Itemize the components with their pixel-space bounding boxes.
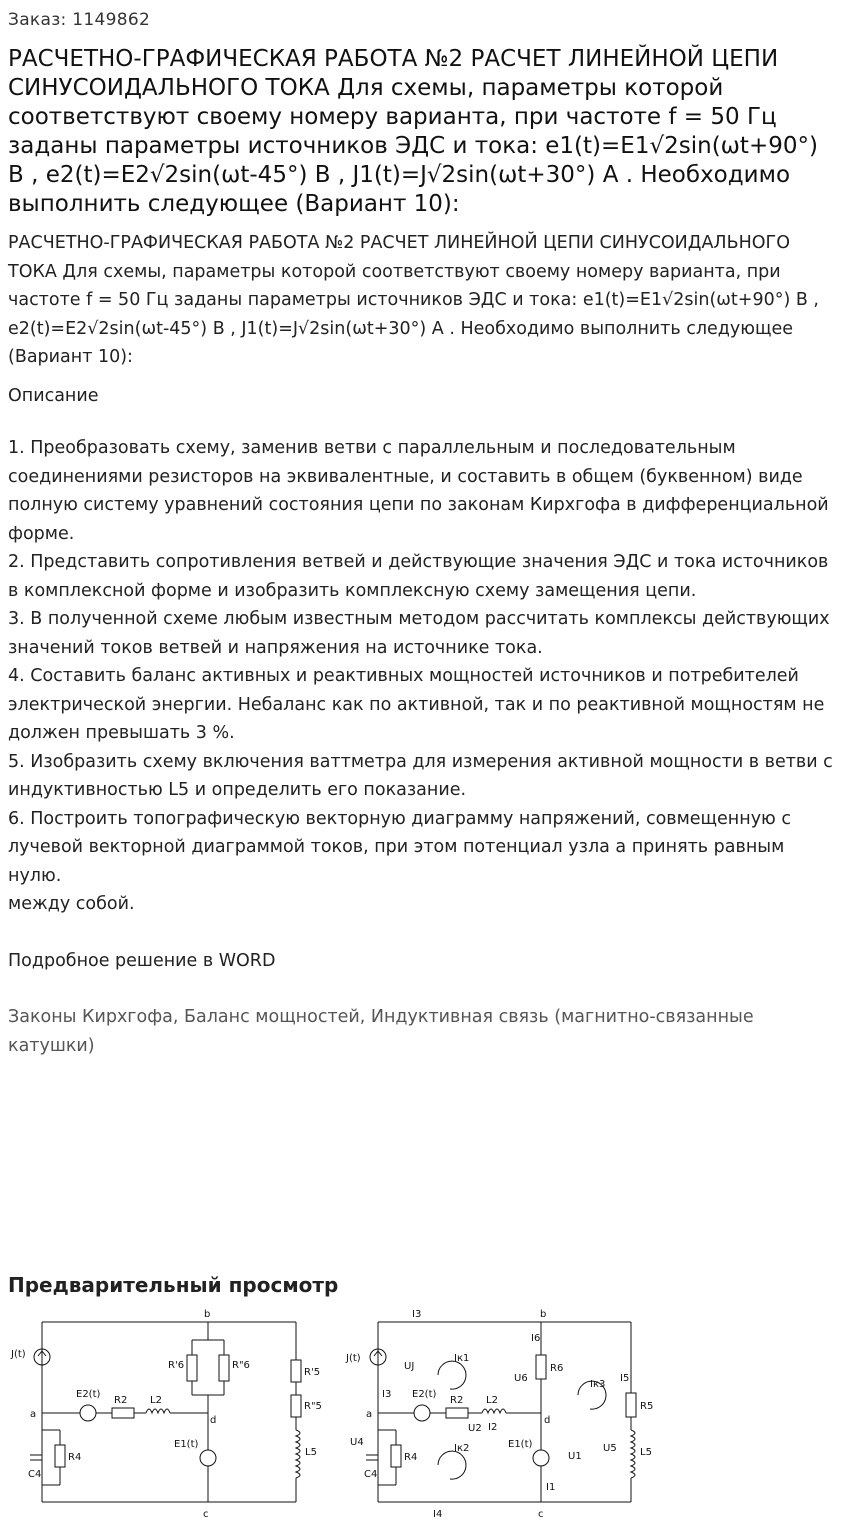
svg-text:L2: L2 — [486, 1395, 498, 1406]
order-number: Заказ: 1149862 — [8, 10, 151, 30]
preview-heading: Предварительный просмотр — [8, 1273, 339, 1297]
svg-text:U1: U1 — [568, 1451, 582, 1462]
preview-images — [8, 1305, 668, 1520]
circuit-1-labels — [10, 1309, 322, 1520]
svg-text:C4: C4 — [364, 1469, 378, 1480]
svg-text:b: b — [540, 1309, 547, 1320]
page-title: РАСЧЕТНО-ГРАФИЧЕСКАЯ РАБОТА №2 РАСЧЕТ ЛИНЕЙНОЙ ЦЕПИ СИНУСОИДАЛЬНОГО ТОКА Для схемы, параметры которой соответствуют своему номеру варианта, при частоте f = 50 Гц заданы параметры источников ЭДС и тока: e1(t)=E1√2sin(ωt+90°) В , e2(t)=E2√2sin(ωt-45°) В , J1(t)=J√2sin(ωt+30°) А . Необходимо выполнить следующее (Вариант 10): — [8, 46, 818, 217]
svg-text:E1(t): E1(t) — [508, 1439, 533, 1450]
task-item: 2. Представить сопротивления ветвей и действующие значения ЭДС и тока источников в комплексной форме и изобразить комплексную схему замещения цепи. — [8, 552, 829, 601]
svg-text:R"5: R"5 — [304, 1401, 322, 1412]
svg-text:J(t): J(t) — [11, 1349, 26, 1360]
svg-text:I1: I1 — [546, 1482, 556, 1493]
svg-text:I4: I4 — [433, 1509, 443, 1520]
svg-text:E2(t): E2(t) — [412, 1389, 437, 1400]
solution-format: Подробное решение в WORD — [8, 950, 276, 971]
svg-text:R'5: R'5 — [304, 1367, 321, 1378]
svg-text:d: d — [544, 1415, 551, 1426]
svg-text:R4: R4 — [404, 1452, 418, 1463]
circuit-2-labels — [345, 1309, 653, 1520]
description-heading: Описание — [8, 385, 99, 406]
svg-text:J(t): J(t) — [346, 1353, 361, 1364]
svg-text:I5: I5 — [620, 1373, 630, 1384]
svg-text:L2: L2 — [150, 1395, 162, 1406]
svg-text:I3: I3 — [412, 1309, 422, 1320]
task-item: 3. В полученной схеме любым известным методом рассчитать комплексы действующих значений токов ветвей и напряжения на источнике тока. — [8, 609, 830, 658]
summary-paragraph: РАСЧЕТНО-ГРАФИЧЕСКАЯ РАБОТА №2 РАСЧЕТ ЛИНЕЙНОЙ ЦЕПИ СИНУСОИДАЛЬНОГО ТОКА Для схемы, параметры которой соответствуют своему номеру варианта, при частоте f = 50 Гц заданы параметры источников ЭДС и тока: e1(t)=E1√2sin(ωt+90°) В , e2(t)=E2√2sin(ωt-45°) В , J1(t)=J√2sin(ωt+30°) А . Необходимо выполнить следующее (Вариант 10): — [8, 233, 819, 367]
svg-text:E2(t): E2(t) — [76, 1389, 101, 1400]
task-item: 6. Построить топографическую векторную диаграмму напряжений, совмещенную с лучевой векторной диаграммой токов, при этом потенциал узла а принять равным нулю. — [8, 808, 791, 886]
svg-text:U2: U2 — [468, 1423, 482, 1434]
loop-arrow-icon — [438, 1361, 466, 1389]
svg-text:c: c — [203, 1509, 209, 1520]
svg-text:U4: U4 — [350, 1437, 364, 1448]
task-list — [8, 434, 838, 919]
svg-text:R5: R5 — [640, 1401, 654, 1412]
emf-source-icon — [200, 1450, 216, 1466]
svg-text:a: a — [30, 1409, 37, 1420]
svg-text:R'6: R'6 — [168, 1360, 185, 1371]
emf-source-icon — [533, 1450, 549, 1466]
svg-text:Iк1: Iк1 — [454, 1353, 470, 1364]
circuit-2 — [366, 1322, 636, 1502]
topic-tags: Законы Кирхгофа, Баланс мощностей, Индуктивная связь (магнитно-связанные катушки) — [8, 1007, 754, 1056]
svg-text:R6: R6 — [550, 1363, 564, 1374]
svg-text:R2: R2 — [450, 1395, 464, 1406]
emf-source-icon — [414, 1405, 430, 1421]
svg-text:b: b — [204, 1309, 211, 1320]
svg-text:R4: R4 — [68, 1452, 82, 1463]
svg-text:Iк3: Iк3 — [590, 1379, 606, 1390]
loop-arrow-icon — [438, 1451, 466, 1479]
svg-text:d: d — [210, 1415, 217, 1426]
svg-text:L5: L5 — [640, 1447, 652, 1458]
circuit-diagrams — [8, 1305, 668, 1520]
svg-text:c: c — [538, 1509, 544, 1520]
task-item: 4. Составить баланс активных и реактивных мощностей источников и потребителей электрической энергии. Небаланс как по активной, так и по реактивной мощностям не должен превышать 3 %. — [8, 666, 825, 743]
svg-text:UJ: UJ — [404, 1361, 415, 1372]
svg-text:R"6: R"6 — [232, 1360, 250, 1371]
svg-text:I2: I2 — [488, 1422, 498, 1433]
svg-text:I3: I3 — [382, 1389, 392, 1400]
svg-text:R2: R2 — [114, 1395, 128, 1406]
circuit-1 — [30, 1322, 301, 1502]
svg-text:U5: U5 — [603, 1443, 617, 1454]
svg-text:a: a — [366, 1409, 373, 1420]
svg-text:I6: I6 — [531, 1333, 541, 1344]
svg-text:C4: C4 — [28, 1469, 42, 1480]
svg-text:Iк2: Iк2 — [454, 1443, 470, 1454]
task-item: между собой. — [8, 894, 135, 914]
task-item: 1. Преобразовать схему, заменив ветви с параллельным и последовательным соединениями резисторов на эквивалентные, и составить в общем (буквенном) виде полную систему уравнений состояния цепи по законам Кирхгофа в дифференциальной форме. — [8, 438, 829, 544]
svg-text:L5: L5 — [305, 1447, 317, 1458]
emf-source-icon — [80, 1405, 96, 1421]
task-item: 5. Изобразить схему включения ваттметра для измерения активной мощности в ветви с индуктивностью L5 и определить его показание. — [8, 751, 833, 800]
document — [8, 0, 838, 1060]
svg-text:E1(t): E1(t) — [174, 1439, 199, 1450]
svg-text:U6: U6 — [514, 1373, 528, 1384]
